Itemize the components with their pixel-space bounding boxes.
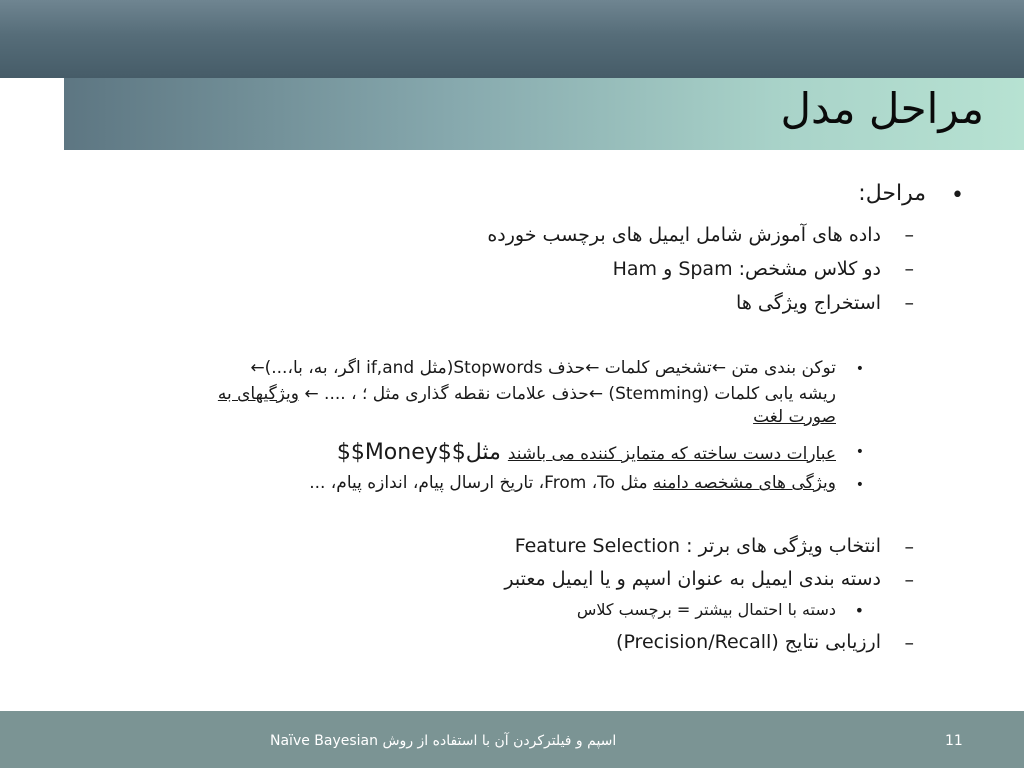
- handcrafted-phrases-link[interactable]: عبارات دست ساخته که متمایز کننده می باشند: [507, 444, 836, 464]
- bullet-icon: •: [855, 477, 864, 493]
- bullet-icon: •: [855, 361, 864, 377]
- list-item-two-classes: دو کلاس مشخص: Spam و Ham: [612, 258, 881, 280]
- feature-pipeline-line3: [753, 407, 836, 427]
- dash-icon: –: [904, 569, 914, 591]
- feature-pipeline-line1: توکن بندی متن ←تشخیص کلمات ←حذف Stopwords(مثل if,and اگر، به، با،...)←: [250, 358, 836, 378]
- domain-features-link[interactable]: ویژگی های مشخصه دامنه: [653, 473, 836, 493]
- list-item-training-data: داده های آموزش شامل ایمیل های برچسب خورده: [487, 224, 881, 246]
- dash-icon: –: [904, 258, 914, 280]
- footer-bar: [0, 711, 1024, 768]
- list-item-feature-selection: انتخاب ویژگی های برتر : Feature Selection: [514, 535, 881, 557]
- money-example: مثل$$Money$$: [336, 440, 508, 465]
- dash-icon: –: [904, 292, 914, 314]
- list-item-class-label: دسته با احتمال بیشتر = برچسب کلاس: [576, 600, 836, 619]
- bullet-icon: •: [854, 601, 864, 620]
- stages-heading: مراحل:: [858, 181, 926, 206]
- feature-domain: [309, 473, 836, 493]
- list-item-feature-extraction: استخراج ویژگی ها: [736, 292, 881, 314]
- domain-example: مثل From ،To، تاریخ ارسال پیام، اندازه پیام، ...: [309, 473, 653, 493]
- dash-icon: –: [904, 224, 914, 246]
- bullet-icon: •: [951, 183, 964, 208]
- list-item-classification: دسته بندی ایمیل به عنوان اسپم و یا ایمیل معتبر: [504, 568, 881, 590]
- bullet-icon: •: [855, 444, 864, 460]
- list-item-evaluation: ارزیابی نتایج (Precision/Recall): [616, 631, 881, 653]
- dash-icon: –: [904, 632, 914, 654]
- feature-handcrafted: [337, 440, 836, 465]
- feature-pipeline-line2: [218, 384, 836, 404]
- page-number: 11: [945, 733, 963, 749]
- word-features-link[interactable]: ویژگیهای به: [217, 384, 299, 404]
- dash-icon: –: [904, 536, 914, 558]
- word-form-link[interactable]: صورت لغت: [753, 407, 836, 427]
- slide-title: مراحل مدل: [780, 84, 984, 133]
- footer-caption: اسپم و فیلترکردن آن با استفاده از روش Naïve Bayesian: [270, 733, 617, 749]
- feature-pipeline-text: ریشه یابی کلمات (Stemming) ←حذف علامات نقطه گذاری مثل ؛ ، .... ←: [299, 384, 836, 404]
